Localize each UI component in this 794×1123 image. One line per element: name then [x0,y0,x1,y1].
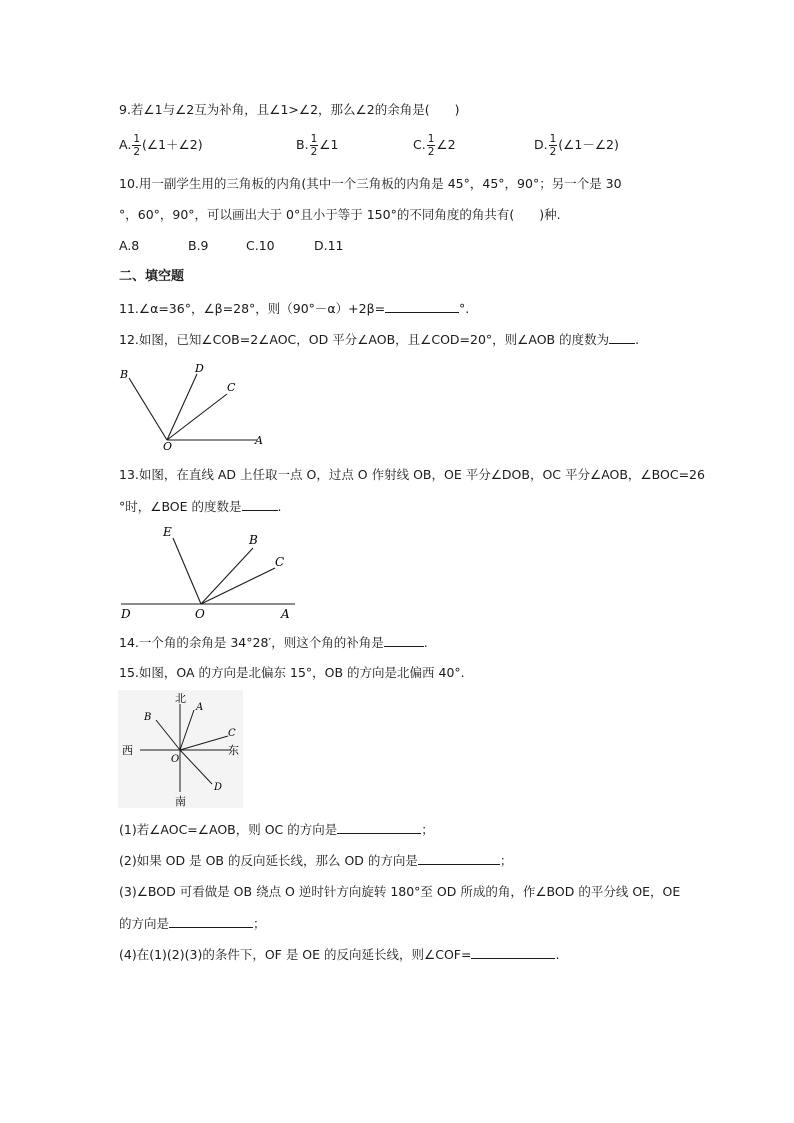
ray-oe [173,538,201,604]
answer-blank [337,820,421,834]
ray-ob [201,548,253,604]
q9-stem: 9.若∠1与∠2互为补角，且∠1>∠2，那么∠2的余角是( ) [119,102,460,117]
q15-part3-line1: (3)∠BOD 可看做是 OB 绕点 O 逆时针方向旋转 180°至 OD 所成的角，作∠BOD 的平分线 OE，OE [119,884,681,899]
label-o: O [195,607,205,621]
label-b: B [120,368,129,381]
label-e: E [163,525,172,539]
answer-blank [418,851,500,865]
answer-blank [384,633,424,647]
answer-blank [609,330,635,344]
section-heading: 二、填空题 [119,269,185,284]
q9-option-b: B. $\frac{1}{2}$ ∠1 [296,133,339,158]
answer-blank [471,945,555,959]
label-d: D [195,362,204,375]
q9-option-d: D. $\frac{1}{2}$ (∠1－∠2) [534,133,619,158]
label-a: A [255,434,263,447]
label-o: O [163,440,173,453]
label-a: A [196,702,204,713]
q10-line1: 10.用一副学生用的三角板的内角(其中一个三角板的内角是 45°，45°，90°；另一个是 30 [119,176,622,191]
ray-oc [167,394,227,440]
q15-figure [118,690,243,808]
label-east: 东 [228,744,239,757]
q10-option-b: B.9 [188,238,209,253]
label-north: 北 [175,692,186,705]
label-c: C [275,555,285,569]
q13-line2: °时，∠BOE 的度数是 . [119,499,282,514]
label-south: 南 [175,795,186,808]
q10-option-d: D.11 [314,238,344,253]
label-c: C [228,728,236,739]
label-b: B [249,533,258,547]
label-a: A [281,607,290,621]
answer-blank [242,497,278,511]
q15-part1: (1)若∠AOC=∠AOB，则 OC 的方向是 ； [119,822,434,837]
q15-part2: (2)如果 OD 是 OB 的反向延长线，那么 OD 的方向是 ； [119,853,513,868]
label-west: 西 [122,744,133,757]
q9-option-c: C. $\frac{1}{2}$ ∠2 [413,133,456,158]
answer-blank [385,299,459,313]
label-d: D [214,782,223,793]
q15-stem: 15.如图，OA 的方向是北偏东 15°，OB 的方向是北偏西 40°. [119,665,465,680]
q15-part4: (4)在(1)(2)(3)的条件下，OF 是 OE 的反向延长线，则∠COF= . [119,947,560,962]
q10-line2: °，60°，90°，可以画出大于 0°且小于等于 150°的不同角度的角共有( )种. [119,207,561,222]
q12-figure [115,358,275,453]
q13-figure [115,522,300,622]
ray-ob [129,378,167,440]
fraction-half: $\frac{1}{2}$ [310,133,318,158]
label-d: D [121,607,131,621]
q12: 12.如图，已知∠COB=2∠AOC，OD 平分∠AOB，且∠COD=20°，则∠AOB 的度数为 . [119,332,640,347]
label-o: O [171,754,180,765]
ray-od [167,374,197,440]
label-c: C [227,381,236,394]
fraction-half: $\frac{1}{2}$ [549,133,557,158]
label-b: B [144,712,152,723]
q11: 11.∠α=36°，∠β=28°，则（90°－α）+2β= °. [119,301,470,316]
fraction-half: $\frac{1}{2}$ [133,133,140,158]
fraction-half: $\frac{1}{2}$ [427,133,435,158]
ray-oc [201,568,275,604]
q9-option-a: A. $\frac{1}{2}$ (∠1＋∠2) [119,133,203,158]
q15-part3-line2: 的方向是 ； [119,916,266,931]
answer-blank [169,914,253,928]
q14: 14.一个角的余角是 34°28′，则这个角的补角是 . [119,635,428,650]
q13-line1: 13.如图，在直线 AD 上任取一点 O，过点 O 作射线 OB，OE 平分∠DOB，OC 平分∠AOB，∠BOC=26 [119,467,705,482]
q10-option-c: C.10 [246,238,275,253]
q10-option-a: A.8 [119,238,140,253]
